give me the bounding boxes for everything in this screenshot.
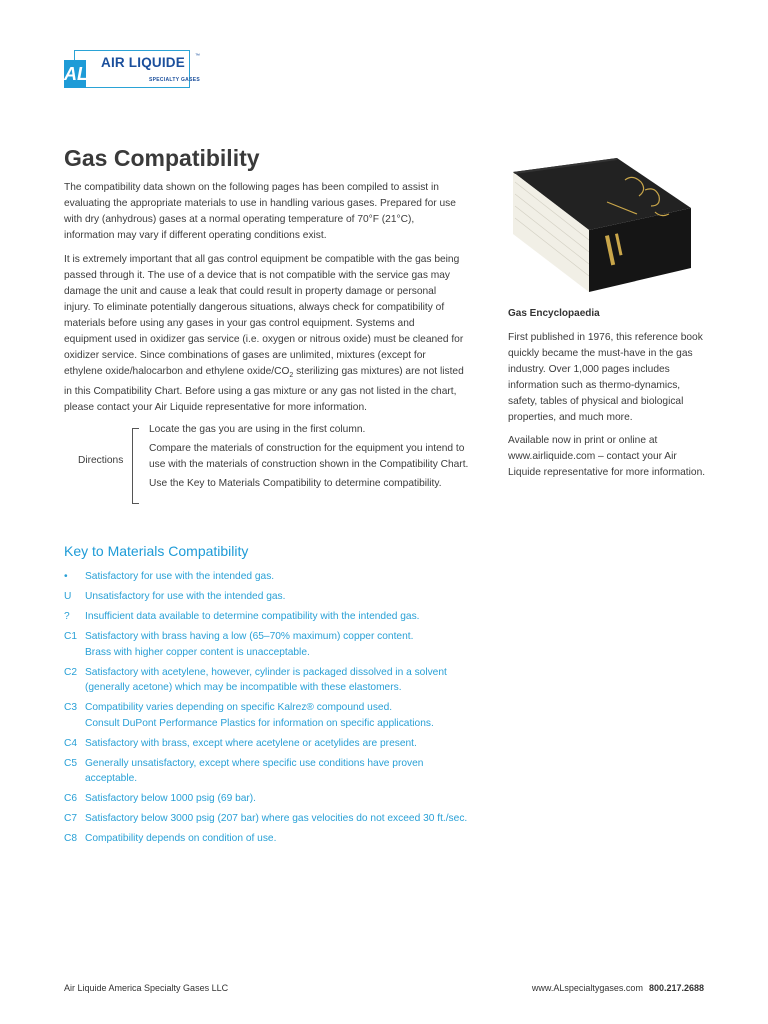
direction-step-2: Compare the materials of construction for the equipment you intend to use with the materials of construction shown in the Compatibility Chart.	[149, 443, 469, 470]
sidebar-paragraph-2: Available now in print or online at www.airliquide.com – contact your Air Liquide representative for more information.	[508, 435, 706, 478]
key-code: C5	[64, 757, 78, 769]
key-item	[64, 791, 504, 807]
key-description: Brass with higher copper content is unacceptable.	[85, 646, 310, 658]
co2-subscript: 2	[289, 372, 294, 380]
key-item	[64, 756, 504, 787]
sidebar-text	[508, 330, 708, 488]
footer-website: www.ALspecialtygases.com	[531, 983, 643, 993]
key-description: acceptable.	[85, 773, 138, 784]
key-item	[64, 811, 504, 827]
key-item	[64, 629, 504, 660]
key-code: C3	[64, 702, 78, 713]
key-description: Unsatisfactory for use with the intended gas.	[85, 591, 286, 602]
key-code: C2	[64, 666, 78, 678]
sidebar-paragraph-1: First published in 1976, this reference book quickly became the must-have in the gas industry. Over 1,000 pages includes information such as thermo-dynamics, safety, tables of physical and biological properties, and much more.	[508, 332, 703, 423]
key-description: (generally acetone) which may be incompatible with these elastomers.	[85, 682, 402, 693]
key-code: U	[64, 591, 72, 602]
key-list	[64, 569, 504, 851]
logo-frame	[74, 50, 200, 88]
key-item	[64, 609, 504, 625]
intro-paragraph-1: The compatibility data shown on the following pages has been compiled to assist in evaluating the appropriate materials to use in handling various gases. Prepared for use with dry (anhydrous) gases at a normal operating temperature of 70°F (21°C), information may vary if different operating conditions exist.	[64, 182, 456, 241]
sidebar-caption: Gas Encyclopaedia	[508, 308, 600, 319]
key-code: C4	[64, 737, 78, 749]
al-mark-icon: AL	[64, 60, 86, 88]
intro-paragraph-2	[64, 252, 464, 416]
key-description: Satisfactory with acetylene, however, cylinder is packaged dissolved in a solvent	[85, 666, 447, 678]
directions-steps	[149, 422, 479, 495]
key-description: Satisfactory below 3000 psig (207 bar) where gas velocities do not exceed 30 ft./sec.	[85, 813, 468, 824]
directions-bracket	[132, 428, 139, 504]
key-description: Insufficient data available to determine compatibility with the intended gas.	[85, 611, 420, 622]
footer-company: Air Liquide America Specialty Gases LLC	[64, 983, 229, 993]
key-title: Key to Materials Compatibility	[64, 543, 249, 559]
page-title: Gas Compatibility	[64, 145, 260, 171]
key-item	[64, 665, 504, 696]
key-item	[64, 831, 504, 847]
key-code: C1	[64, 631, 78, 642]
key-code: ?	[64, 611, 70, 622]
key-item	[64, 700, 504, 731]
key-description: Compatibility varies depending on specific Kalrez® compound used.	[85, 702, 393, 713]
key-description: Satisfactory with brass having a low (65–70% maximum) copper content.	[85, 631, 414, 642]
gas-encyclopaedia-book-image	[505, 150, 700, 300]
key-description: Satisfactory with brass, except where acetylene or acetylides are present.	[85, 737, 417, 749]
key-description: Compatibility depends on condition of use.	[85, 833, 277, 844]
intro-text	[64, 180, 464, 424]
footer-contact	[532, 983, 704, 993]
key-item	[64, 736, 504, 752]
key-code: •	[64, 571, 68, 582]
key-description: Generally unsatisfactory, except where specific use conditions have proven	[85, 757, 424, 769]
intro-paragraph-2-part-b: sterilizing gas mixtures) are not listed in this Compatibility Chart. Before using a gas mixture or any gas not listed in the chart, please contact your Air Liquide representative for more information.	[64, 366, 464, 414]
key-code: C6	[64, 793, 78, 804]
logo-subtitle: SPECIALTY GASES	[149, 77, 200, 83]
key-description: Consult DuPont Performance Plastics for information on specific applications.	[85, 717, 434, 729]
direction-step-1: Locate the gas you are using in the first column.	[149, 424, 366, 435]
footer-phone: 800.217.2688	[648, 983, 704, 993]
key-description: Satisfactory below 1000 psig (69 bar).	[85, 793, 257, 804]
key-item	[64, 589, 504, 605]
air-liquide-logo	[64, 50, 200, 90]
logo-name: AIR LIQUIDE	[101, 55, 185, 70]
key-description: Satisfactory for use with the intended gas.	[85, 571, 275, 582]
directions-block	[64, 422, 484, 506]
key-item	[64, 569, 504, 585]
logo-trademark: ™	[195, 53, 200, 59]
direction-step-3: Use the Key to Materials Compatibility to determine compatibility.	[149, 478, 442, 489]
directions-label: Directions	[78, 455, 124, 466]
key-code: C7	[64, 813, 78, 824]
key-code: C8	[64, 833, 78, 844]
intro-paragraph-2-part-a: It is extremely important that all gas control equipment be compatible with the gas being passed through it. The use of a device that is not compatible with the service gas may damage the unit and cause a leak that could result in property damage or personal injury. To eliminate potentially dangerous situations, always check for compatibility of materials before using any gases in your gas control equipment. Systems and equipment used in oxidizer gas service (i.e. oxygen or nitrous oxide) must be cleaned for oxidizer service. Since combinations of gases are unlimited, mixtures (except for ethylene oxide/halocarbon and ethylene oxide/CO	[64, 254, 464, 377]
